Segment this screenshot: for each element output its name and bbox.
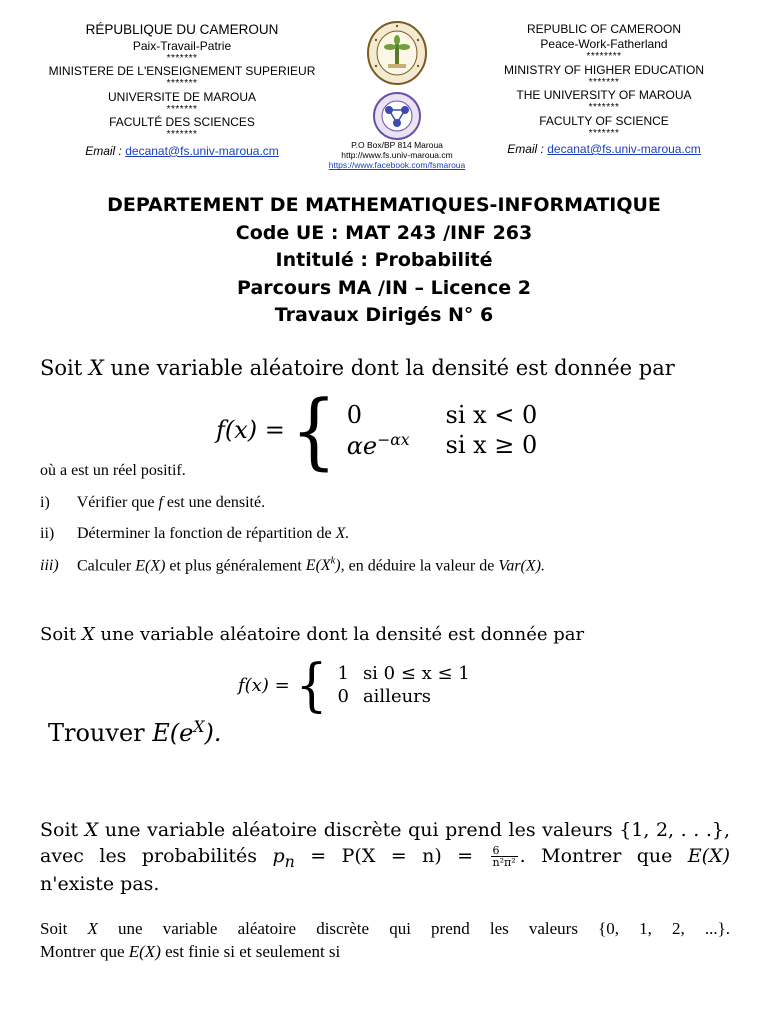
moment-term — [306, 557, 345, 574]
separator: ******* — [588, 76, 620, 88]
separator: ******* — [166, 129, 198, 141]
question-text: Calculer — [77, 557, 132, 575]
question-number: ii) — [40, 525, 55, 542]
case-value: 1 — [337, 663, 349, 684]
course-code: Code UE : MAT 243 /INF 263 — [235, 221, 533, 244]
country-fr: RÉPUBLIQUE DU CAMEROUN — [85, 22, 279, 37]
left-brace-icon: { — [295, 651, 328, 719]
fraction-denominator: n²π² — [492, 856, 516, 870]
case-condition: si 0 ≤ x ≤ 1 — [362, 663, 470, 684]
motto-fr: Paix-Travail-Patrie — [132, 38, 232, 53]
case-row — [347, 400, 538, 430]
case-value — [347, 430, 410, 461]
intro-word: Soit — [40, 819, 79, 841]
question-text: Déterminer la fonction de répartition de — [77, 525, 332, 542]
case-row — [347, 430, 538, 461]
case-value-exponent: −αx — [377, 430, 410, 449]
intro-text: une variable aléatoire dont la densité est donnée par — [100, 624, 585, 645]
expectation-term: E(X) — [128, 941, 161, 961]
email-link-fr[interactable]: decanat@fs.univ-maroua.cm — [125, 143, 279, 158]
university-seal-icon — [366, 20, 428, 86]
exercise-text: est finie si et seulement si — [165, 941, 341, 961]
department-title: DEPARTEMENT DE MATHEMATIQUES-INFORMATIQUE — [107, 194, 661, 216]
expectation-term: E(X) — [135, 557, 166, 575]
worksheet-number: Travaux Dirigés N° 6 — [274, 304, 494, 327]
email-line-fr — [32, 144, 332, 159]
exercise1-question-3 — [40, 556, 545, 575]
expectation-base: E(e — [152, 719, 194, 747]
exercise-text: Montrer que — [40, 941, 125, 961]
probability-fraction — [491, 845, 518, 869]
exercise3-line-3: n'existe pas. — [40, 873, 160, 896]
faculty-en: FACULTY OF SCIENCE — [539, 113, 669, 128]
exercise1-density-formula — [216, 381, 538, 479]
motto-en: Peace-Work-Fatherland — [540, 37, 668, 51]
faculty-emblem-icon — [372, 92, 422, 140]
formula-lhs: f(x) = — [238, 674, 290, 696]
variable-x: X. — [335, 525, 350, 542]
exercise3-line-1 — [40, 818, 730, 844]
expectation-term — [152, 719, 221, 747]
probability-symbol: p — [272, 844, 285, 867]
university-en: THE UNIVERSITY OF MAROUA — [516, 88, 692, 102]
program-track: Parcours MA /IN – Licence 2 — [237, 276, 531, 299]
exercise4 — [40, 918, 730, 964]
moment-base: E(X — [305, 557, 331, 575]
question-number: i) — [40, 494, 50, 511]
exercise-text: une variable aléatoire discrète qui prend les valeurs {0, 1, 2, ...}. — [118, 919, 731, 938]
exercise2-intro — [40, 624, 584, 645]
variable-x: X — [88, 356, 104, 380]
expectation-exponent: X — [193, 718, 205, 736]
ministry-en: MINISTRY OF HIGHER EDUCATION — [503, 62, 704, 77]
university-fr: UNIVERSITE DE MAROUA — [107, 89, 257, 104]
separator: ******** — [586, 51, 622, 62]
question-text: est une densité. — [166, 494, 266, 511]
moment-close: ), — [335, 557, 345, 575]
case-condition: si x < 0 — [445, 400, 538, 429]
contact-info-block — [318, 140, 476, 171]
question-text: Trouver — [48, 719, 145, 747]
intro-word: Soit — [40, 356, 83, 380]
case-value: 0 — [337, 686, 349, 707]
email-link-en[interactable]: decanat@fs.univ-maroua.cm — [547, 142, 701, 156]
header-right-block — [454, 22, 754, 157]
formula-lhs: f(x) = — [216, 416, 285, 444]
course-title: Intitulé : Probabilité — [275, 249, 493, 272]
exercise4-line-2 — [40, 942, 340, 961]
exercise-text: . Montrer que — [519, 844, 673, 867]
email-label: Email : — [507, 142, 544, 156]
probability-index: n — [284, 851, 295, 871]
variable-x: X — [84, 819, 99, 841]
exercise3 — [40, 818, 730, 898]
fraction-numerator: 6 — [491, 845, 518, 858]
intro-word: Soit — [40, 624, 77, 645]
variable-f: f — [158, 494, 163, 511]
separator: ******* — [166, 103, 198, 115]
exercise2-question — [48, 718, 221, 747]
header-left-block — [32, 22, 332, 159]
po-box: P.O Box/BP 814 Maroua — [351, 140, 443, 150]
variable-x: X — [87, 919, 98, 938]
exercise1-question-1 — [40, 494, 265, 512]
intro-word: Soit — [40, 919, 68, 938]
case-value-base: αe — [346, 431, 378, 460]
variance-term: Var(X). — [498, 557, 545, 575]
left-brace-icon: { — [290, 381, 337, 479]
case-value: 0 — [346, 400, 362, 429]
question-text: et plus généralement — [169, 557, 302, 575]
exercise1-intro — [40, 356, 675, 380]
exercise-text: une variable aléatoire discrète qui prend les valeurs {1, 2, . . .}, — [104, 819, 730, 841]
intro-text: une variable aléatoire dont la densité est donnée par — [110, 356, 675, 380]
piecewise-cases — [347, 400, 538, 461]
piecewise-cases — [337, 662, 469, 708]
variable-x: X — [81, 624, 95, 645]
website-link[interactable]: http://www.fs.univ-maroua.cm — [341, 150, 453, 161]
case-condition: ailleurs — [362, 686, 432, 707]
case-row — [337, 685, 469, 708]
moment-exponent: k — [330, 556, 336, 567]
probability-term — [272, 844, 295, 871]
exercise3-line-2 — [40, 844, 730, 872]
exercise4-line-1 — [40, 918, 730, 941]
case-condition: si x ≥ 0 — [445, 431, 538, 459]
case-row — [337, 662, 469, 685]
probability-equation: = P(X = n) = — [310, 844, 474, 867]
question-text: en déduire la valeur de — [348, 557, 495, 575]
separator: ******* — [588, 127, 620, 139]
exercise-text: avec les probabilités — [40, 844, 258, 867]
country-en: REPUBLIC OF CAMEROON — [526, 22, 682, 36]
ministry-fr: MINISTERE DE L'ENSEIGNEMENT SUPERIEUR — [48, 64, 316, 79]
exercise1-note: où a est un réel positif. — [40, 462, 186, 479]
title-block — [0, 192, 768, 330]
expectation-term: E(X) — [687, 844, 731, 867]
facebook-link[interactable]: https://www.facebook.com/fsmaroua — [328, 160, 466, 171]
separator: ******* — [166, 78, 198, 90]
expectation-close: ). — [204, 719, 222, 747]
question-text: Vérifier que — [76, 494, 155, 511]
separator: ******* — [166, 52, 198, 64]
email-label: Email : — [85, 143, 122, 158]
faculty-fr: FACULTÉ DES SCIENCES — [109, 115, 255, 130]
exercise2-density-formula — [238, 651, 470, 719]
separator: ******* — [588, 102, 620, 113]
question-number: iii) — [40, 557, 59, 575]
email-line-en — [454, 142, 754, 157]
exercise1-question-2 — [40, 525, 349, 543]
